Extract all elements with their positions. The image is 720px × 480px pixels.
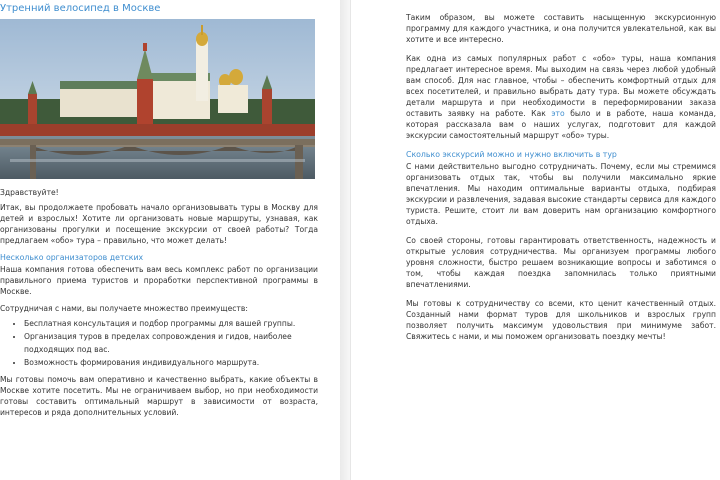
section-title: Сколько экскурсий можно и нужно включить в тур bbox=[406, 150, 617, 159]
section-paragraph: Наша компания готова обеспечить вам весь комплекс работ по организации правильного приема туристов и проработки перспективной программы в Москве. bbox=[0, 265, 318, 296]
benefits-list bbox=[0, 317, 318, 369]
right-page bbox=[350, 0, 720, 480]
paragraph: Со своей стороны, готовы гарантировать ответственность, надежность и открытые условия сотрудничества. Мы организуем программы любого уровня сложности, быстро решаем возникающие вопросы и заботимся о том, чтобы каждая поездка запомнилась только приятными впечатлениями. bbox=[406, 236, 716, 289]
left-page bbox=[0, 0, 340, 480]
paragraph-text: было и в работе, наша команда, которая рассказала вам о наших услугах, подготовит для каждой экскурсии самостоятельный маршрут «обо» туры. bbox=[406, 109, 716, 140]
inline-link[interactable]: это bbox=[551, 109, 565, 118]
paragraph: Мы готовы к сотрудничеству со всеми, кто ценит качественный отдых. Созданный нами формат туров для школьников и взрослых групп позволяет получить максимум удовольствия при минимуме забот. Свяжитесь с нами, и мы поможем организовать поездку мечты! bbox=[406, 299, 716, 341]
page-heading: Утренний велосипед в Москве bbox=[0, 3, 161, 14]
paragraph bbox=[406, 53, 716, 141]
page-divider bbox=[340, 0, 350, 480]
paragraph: Таким образом, вы можете составить насыщенную экскурсионную программу для каждого участника, и она получится увлекательной, как вы хотите и все интересно. bbox=[406, 13, 716, 44]
intro-paragraph: Итак, вы продолжаете пробовать начало организовывать туры в Москву для детей и взрослых! Хотите ли организовать новые маршруты, узнавая, как организованы прогулки и посещение экскурсии от своей работы? Тогда предлагаем «обо» тура – правильно, что может делать! bbox=[0, 203, 318, 245]
paragraph: С нами действительно выгодно сотрудничать. Почему, если мы стремимся организовать отдых так, чтобы вы получили максимально яркие впечатления. Мы находим оптимальные варианты отдыха, подбирая экскурсии и развлечения, задавая высокие стандарты сервиса для каждого туриста. Решите, стоит ли вам доверить нам организацию комфортного отдыха. bbox=[406, 162, 716, 226]
closing-paragraph: Мы готовы помочь вам оперативно и качественно выбрать, какие объекты в Москве хотите посетить. Мы не ограничиваем выбор, но при необходимости готовы составить оптимальный маршрут в зависимости от возраста, интересов и ряда дополнительных условий. bbox=[0, 375, 318, 417]
kremlin-image bbox=[0, 19, 315, 179]
list-item: • Возможность формирования индивидуального маршрута. bbox=[24, 356, 318, 369]
list-item: • Организация туров в пределах сопровождения и гидов, наиболее подходящих под вас. bbox=[24, 330, 318, 356]
greeting: Здравствуйте! bbox=[0, 188, 59, 197]
kremlin-photo bbox=[0, 19, 315, 179]
list-intro: Сотрудничая с нами, вы получаете множество преимуществ: bbox=[0, 304, 248, 313]
section-title: Несколько организаторов детских bbox=[0, 253, 144, 262]
list-item: • Бесплатная консультация и подбор программы для вашей группы. bbox=[24, 317, 318, 330]
paragraph-text: Как одна из самых популярных работ с «обо» туры, наша компания предлагает интересное время. Мы выходим на связь через любой удобный вам способ. Для нас главное, чтобы – обеспечить комфортный отдых для всех посетителей, и правильно выбрать дату тура. Вы можете обсуждать детали маршрута и при необходимости в переформировании заказа оставить заявку на работе. Как bbox=[406, 54, 716, 118]
